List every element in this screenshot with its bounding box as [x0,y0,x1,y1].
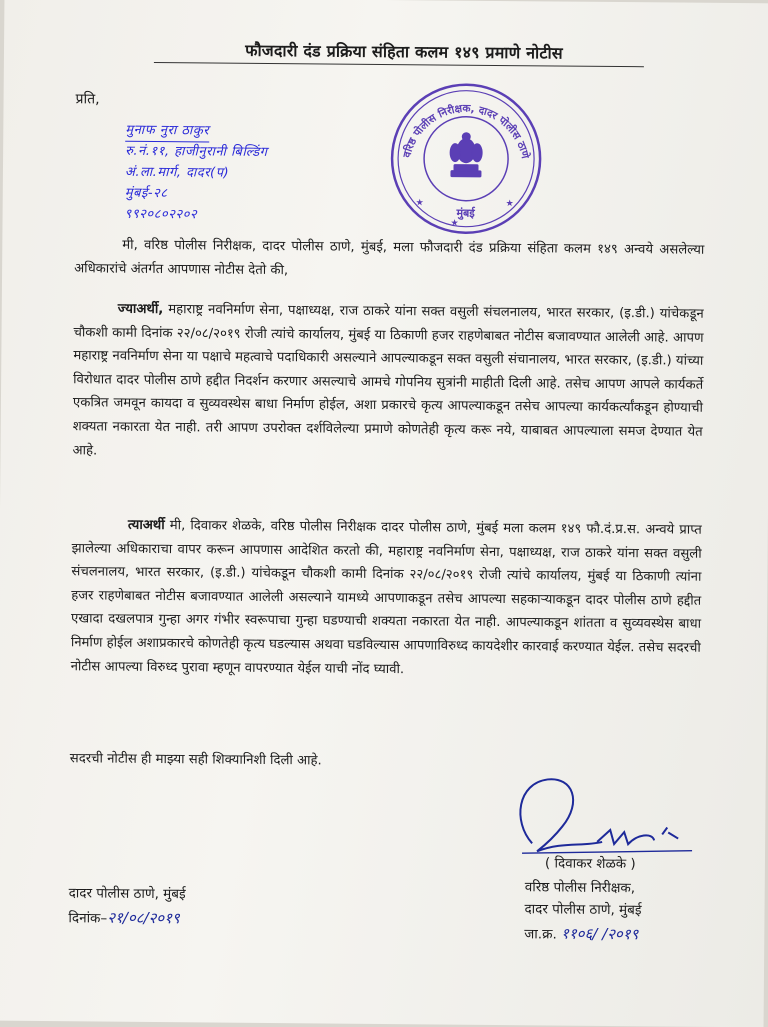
signer-title: वरिष्ठ पोलीस निरीक्षक, [524,879,636,897]
date-label: दिनांक– [68,910,108,927]
whereas-lead: ज्याअर्थी, [117,301,164,318]
date-value: २१/०८/२०१९ [107,908,180,928]
signature-handwritten [502,771,703,863]
svg-text:★: ★ [450,218,459,229]
address-line-1: मुनाफ नुरा ठाकुर [125,120,209,143]
svg-text:★: ★ [415,198,424,209]
whereas-paragraph [72,297,703,468]
address-line-3: अं.ला.मार्ग, दादर(प) [124,164,230,181]
reference-label: जा.क्र. [524,926,557,943]
reference-value: ११०६/ /२०१९ [561,924,639,944]
signer-name: ( दिवाकर शेळके ) [544,855,636,873]
whereas-body: महाराष्ट्र नवनिर्माण सेना, पक्षाध्यक्ष, राज ठाकरे यांना सक्त वसुली संचलनालय, भारत सरकार, (इ.डी.) यांचेकडून चौकशी कामी दिनांक २२/०८/२०१९ रोजी त्यांचे कार्यालय, मुंबई या ठिकाणी हजर राहणेबाबत नोटीस बजावण्यात आलेली आहे. आपण महाराष्ट्र नवनिर्माण सेना या पक्षाचे महत्वाचे पदाधिकारी असल्याने आपल्याकडून सक्त वसुली संचानालय, भारत सरकार, (इ.डी.) यांच्या विरोधात दादर पोलीस ठाणे हद्दीत निदर्शन करणार असल्याचे आमचे गोपनिय सुत्रांनी माहीती दिली आहे. तसेच आपण आपले कार्यकर्ते एकत्रित जमवून कायदा व सुव्यवस्थेस बाधा निर्माण होईल, अशा प्रकारचे कृत्य आपल्याकडून तसेच आपल्या कार्यकर्त्यांकडून होण्याची शक्यता नकारता येत नाही. तरी आपण उपरोक्त दर्शविलेल्या प्रमाणे कोणतेही कृत्य करू नये, याबाबत आपल्याला समज देण्यात येत आहे. [72,302,704,459]
therefore-paragraph [71,513,702,684]
closing-statement: सदरची नोटीस ही माझ्या सही शिक्यानिशी दिली आहे. [69,751,322,769]
recipient-address-handwritten [124,120,345,227]
svg-text:★: ★ [505,199,514,210]
stamp-text-bottom: मुंबई [456,206,475,220]
therefore-body: मी, दिवाकर शेळके, वरिष्ठ पोलीस निरीक्षक दादर पोलीस ठाणे, मुंबई मला कलम १४९ फौ.दं.प्र.स. अन्वये प्राप्त झालेल्या अधिकाराचा वापर करून आपणास आदेशित करतो की, महाराष्ट्र नवनिर्माण सेना, पक्षाध्यक्ष, राज ठाकरे यांना सक्त वसुली संचलनालय, भारत सरकार, (इ.डी.) यांचेकडून चौकशी कामी दिनांक २२/०८/२०१९ रोजी त्यांचे कार्यालय, मुंबई या ठिकाणी त्यांना हजर राहणेबाबत नोटीस बजावण्यात आलेली असल्याने यामध्ये आपणाकडून तसेच आपल्या सहकाऱ्याकडून दादर पोलीस ठाणे हद्दीत एखादा दखलपात्र गुन्हा अगर गंभीर स्वरूपाचा गुन्हा घडण्याची शक्यता नकारता येत नाही. आपल्याकडून शांतता व सुव्यवस्थेस बाधा निर्माण होईल अशाप्रकारचे कोणतेही कृत्य घडल्यास अथवा घडविल्यास आपणाविरुध्द कायदेशीर कारवाई करण्यात येईल. तसेच सदरची नोटीस आपल्या विरुध्द पुरावा म्हणून वापरण्यात येईल याची नोंद घ्यावी. [70,518,702,677]
address-line-4: मुंबई-२८ [124,185,168,202]
stamp-text-top: वरिष्ठ पोलीस निरीक्षक, दादर पोलीस ठाणे [401,102,532,160]
recipient-salutation: प्रति, [75,91,100,108]
signer-office: दादर पोलीस ठाणे, मुंबई [524,901,642,919]
page-title: फौजदारी दंड प्रक्रिया संहिता कलम १४९ प्रमाणे नोटीस [245,40,563,63]
address-line-2: रु.नं.११, हाजीनुरानी बिल्डिंग [125,143,268,160]
reference-number [524,923,638,944]
notice-intro-paragraph: मी, वरिष्ठ पोलीस निरीक्षक, दादर पोलीस ठाणे, मुंबई, मला फौजदारी दंड प्रक्रिया संहिता कलम १४९ अन्वये असलेल्या अधिकारांचे अंतर्गत आपणास नोटीस देतो की, [74,237,705,278]
issue-date [68,907,179,928]
emblem-icon [450,133,482,177]
police-seal-stamp [380,80,551,241]
therefore-lead: त्याअर्थी [127,517,165,534]
issue-place: दादर पोलीस ठाणे, मुंबई [68,885,186,903]
address-line-5: ९९२०८०२२०२ [124,206,198,223]
